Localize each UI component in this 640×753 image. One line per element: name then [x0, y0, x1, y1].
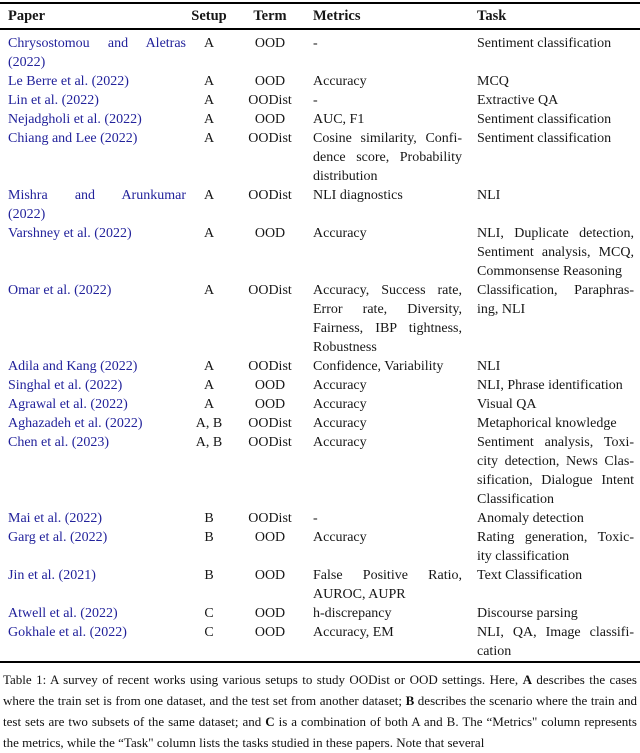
- cell-line: Lin et al. (2022): [8, 92, 99, 108]
- table-row: [0, 528, 640, 566]
- column-header-metrics: Metrics: [313, 7, 361, 24]
- task-cell: [470, 91, 640, 110]
- cell-line: A: [203, 73, 215, 89]
- paper-cell: [0, 72, 186, 91]
- cell-line: AUROC, AUPR: [313, 586, 406, 602]
- table-row: [0, 224, 640, 281]
- cell-line: Anomaly detection: [477, 510, 584, 526]
- table-row: [0, 433, 640, 509]
- caption-bold-term: A: [522, 671, 532, 687]
- cell-line: A: [203, 282, 215, 298]
- table-row: [0, 34, 640, 72]
- paper-cell: [0, 528, 186, 547]
- cell-line: Metaphorical knowledge: [477, 415, 617, 431]
- cell-line: (2022): [8, 206, 46, 222]
- cell-line: Text Classification: [477, 567, 583, 583]
- paper-cell: [0, 623, 186, 642]
- citation-link[interactable]: [8, 281, 186, 300]
- paper-cell: [0, 395, 186, 414]
- cell-line: dence score, Probability: [313, 149, 462, 165]
- term-cell: [232, 110, 308, 129]
- term-cell: [232, 34, 308, 53]
- caption-text: describes the cases where the train set is from one dataset, and the test set from another dataset;: [3, 671, 637, 708]
- caption-text: describes the scenario where the train and test sets are two subsets of the same dataset; and: [3, 692, 637, 729]
- table-row: [0, 395, 640, 414]
- term-cell: [232, 281, 308, 300]
- metrics-cell: [308, 224, 470, 243]
- table-bottom-rule: [0, 661, 640, 663]
- cell-line: Mishra and Arunkumar: [8, 187, 186, 203]
- cell-line: NLI, Phrase identification: [477, 377, 623, 393]
- paper-cell: [0, 566, 186, 585]
- cell-line: NLI, Duplicate detection,: [477, 225, 634, 241]
- setup-cell: [186, 376, 232, 395]
- cell-line: OODist: [248, 282, 292, 298]
- cell-line: Visual QA: [477, 396, 537, 412]
- cell-line: OODist: [248, 434, 292, 450]
- cell-line: Commonsense Reasoning: [477, 263, 623, 279]
- cell-line: Accuracy: [313, 434, 367, 450]
- citation-link[interactable]: [8, 623, 186, 642]
- task-cell: [470, 528, 640, 566]
- cell-line: Omar et al. (2022): [8, 282, 112, 298]
- task-cell: [470, 110, 640, 129]
- cell-line: A: [203, 130, 215, 146]
- cell-line: OOD: [254, 377, 286, 393]
- paper-cell: [0, 414, 186, 433]
- cell-line: -: [313, 510, 318, 526]
- task-cell: [470, 72, 640, 91]
- paper-cell: [0, 91, 186, 110]
- metrics-cell: [308, 414, 470, 433]
- cell-line: A, B: [195, 415, 223, 431]
- cell-line: OOD: [254, 35, 286, 51]
- task-cell: [470, 414, 640, 433]
- cell-line: A: [203, 35, 215, 51]
- setup-cell: [186, 34, 232, 53]
- cell-line: Error rate, Diversity,: [313, 301, 462, 317]
- cell-line: Extractive QA: [477, 92, 559, 108]
- cell-line: B: [204, 510, 214, 526]
- column-header-task: Task: [477, 7, 507, 24]
- term-cell: [232, 395, 308, 414]
- metrics-cell: [308, 395, 470, 414]
- cell-line: h-discrepancy: [313, 605, 392, 621]
- citation-link[interactable]: [8, 91, 186, 110]
- cell-line: NLI, QA, Image classifi-: [477, 624, 634, 640]
- paper-cell: [0, 186, 186, 224]
- paper-cell: [0, 433, 186, 452]
- cell-line: Chen et al. (2023): [8, 434, 110, 450]
- metrics-cell: [308, 34, 470, 53]
- cell-line: Jin et al. (2021): [8, 567, 96, 583]
- term-cell: [232, 376, 308, 395]
- cell-line: A: [203, 225, 215, 241]
- term-cell: [232, 566, 308, 585]
- paper-cell: [0, 34, 186, 72]
- citation-link[interactable]: [8, 110, 186, 129]
- column-header-term: Term: [253, 7, 287, 24]
- setup-cell: [186, 224, 232, 243]
- setup-cell: [186, 281, 232, 300]
- metrics-cell: [308, 528, 470, 547]
- column-header-setup: Setup: [191, 7, 227, 24]
- caption-bold-term: C: [265, 713, 275, 729]
- cell-line: OOD: [254, 624, 286, 640]
- setup-cell: [186, 414, 232, 433]
- cell-line: A: [203, 111, 215, 127]
- cell-line: ity classification: [477, 548, 570, 564]
- term-cell: [232, 186, 308, 205]
- cell-line: Robustness: [313, 339, 377, 355]
- setup-cell: [186, 357, 232, 376]
- cell-line: Classification, Paraphras-: [477, 282, 634, 298]
- term-cell: [232, 129, 308, 148]
- cell-line: Sentiment analysis, MCQ,: [477, 244, 634, 260]
- table-header-row: [0, 4, 640, 28]
- table-row: [0, 110, 640, 129]
- citation-link[interactable]: [8, 34, 186, 72]
- cell-line: sification, Dialogue Intent: [477, 472, 634, 488]
- metrics-cell: [308, 72, 470, 91]
- metrics-cell: [308, 376, 470, 395]
- citation-link[interactable]: [8, 357, 186, 376]
- cell-line: Accuracy, EM: [313, 624, 394, 640]
- cell-line: Garg et al. (2022): [8, 529, 108, 545]
- cell-line: OOD: [254, 73, 286, 89]
- paper-cell: [0, 281, 186, 300]
- table-body: [0, 30, 640, 661]
- caption-bold-term: B: [405, 692, 415, 708]
- cell-line: OOD: [254, 111, 286, 127]
- cell-line: OOD: [254, 605, 286, 621]
- metrics-cell: [308, 566, 470, 604]
- cell-line: Aghazadeh et al. (2022): [8, 415, 143, 431]
- cell-line: A: [203, 187, 215, 203]
- cell-line: Sentiment analysis, Toxi-: [477, 434, 634, 450]
- cell-line: Accuracy: [313, 529, 367, 545]
- setup-cell: [186, 395, 232, 414]
- term-cell: [232, 72, 308, 91]
- citation-link[interactable]: [8, 414, 186, 433]
- table-row: [0, 72, 640, 91]
- setup-cell: [186, 186, 232, 205]
- cell-line: B: [204, 529, 214, 545]
- cell-line: Accuracy, Success rate,: [313, 282, 462, 298]
- metrics-cell: [308, 604, 470, 623]
- cell-line: Accuracy: [313, 396, 367, 412]
- cell-line: A: [203, 377, 215, 393]
- metrics-cell: [308, 357, 470, 376]
- paper-cell: [0, 224, 186, 243]
- column-header-paper: Paper: [8, 7, 46, 24]
- cell-line: OOD: [254, 225, 286, 241]
- cell-line: ing, NLI: [477, 301, 526, 317]
- table-row: [0, 604, 640, 623]
- metrics-cell: [308, 433, 470, 452]
- table-row: [0, 566, 640, 604]
- cell-line: MCQ: [477, 73, 509, 89]
- cell-line: Sentiment classification: [477, 35, 612, 51]
- setup-cell: [186, 433, 232, 452]
- cell-line: Discourse parsing: [477, 605, 578, 621]
- cell-line: OODist: [248, 358, 292, 374]
- cell-line: Gokhale et al. (2022): [8, 624, 127, 640]
- cell-line: C: [204, 624, 214, 640]
- cell-line: AUC, F1: [313, 111, 365, 127]
- task-cell: [470, 129, 640, 148]
- citation-link[interactable]: [8, 186, 186, 224]
- setup-cell: [186, 528, 232, 547]
- table-row: [0, 129, 640, 186]
- setup-cell: [186, 72, 232, 91]
- metrics-cell: [308, 129, 470, 186]
- citation-link[interactable]: [8, 604, 186, 623]
- cell-line: OOD: [254, 396, 286, 412]
- metrics-cell: [308, 623, 470, 642]
- cell-line: Chrysostomou and Aletras: [8, 35, 186, 51]
- setup-cell: [186, 509, 232, 528]
- cell-line: Rating generation, Toxic-: [477, 529, 634, 545]
- setup-cell: [186, 566, 232, 585]
- citation-link[interactable]: [8, 509, 186, 528]
- cell-line: Agrawal et al. (2022): [8, 396, 128, 412]
- paper-cell: [0, 604, 186, 623]
- setup-cell: [186, 91, 232, 110]
- caption-text: Table 1: A survey of recent works using various setups to study OODist or OOD settings. Here,: [3, 671, 523, 687]
- task-cell: [470, 395, 640, 414]
- paper-cell: [0, 110, 186, 129]
- task-cell: [470, 623, 640, 661]
- task-cell: [470, 224, 640, 281]
- cell-line: Le Berre et al. (2022): [8, 73, 129, 89]
- table-row: [0, 509, 640, 528]
- task-cell: [470, 376, 640, 395]
- cell-line: OODist: [248, 415, 292, 431]
- cell-line: OODist: [248, 92, 292, 108]
- cell-line: Sentiment classification: [477, 130, 612, 146]
- citation-link[interactable]: [8, 376, 186, 395]
- table-row: [0, 186, 640, 224]
- cell-line: Cosine similarity, Confi-: [313, 130, 462, 146]
- cell-line: Confidence, Variability: [313, 358, 444, 374]
- task-cell: [470, 604, 640, 623]
- cell-line: Mai et al. (2022): [8, 510, 103, 526]
- cell-line: Accuracy: [313, 73, 367, 89]
- term-cell: [232, 224, 308, 243]
- task-cell: [470, 433, 640, 509]
- task-cell: [470, 357, 640, 376]
- citation-link[interactable]: [8, 566, 186, 585]
- cell-line: A, B: [195, 434, 223, 450]
- cell-line: city detection, News Clas-: [477, 453, 634, 469]
- task-cell: [470, 566, 640, 585]
- paper-cell: [0, 509, 186, 528]
- citation-link[interactable]: [8, 224, 186, 243]
- setup-cell: [186, 110, 232, 129]
- paper-page: [0, 2, 640, 750]
- term-cell: [232, 623, 308, 642]
- cell-line: False Positive Ratio,: [313, 567, 462, 583]
- citation-link[interactable]: [8, 129, 186, 148]
- citation-link[interactable]: [8, 395, 186, 414]
- metrics-cell: [308, 110, 470, 129]
- cell-line: OOD: [254, 529, 286, 545]
- table-row: [0, 414, 640, 433]
- citation-link[interactable]: [8, 528, 186, 547]
- task-cell: [470, 281, 640, 319]
- metrics-cell: [308, 91, 470, 110]
- cell-line: OODist: [248, 130, 292, 146]
- cell-line: C: [204, 605, 214, 621]
- cell-line: B: [204, 567, 214, 583]
- cell-line: Chiang and Lee (2022): [8, 130, 138, 146]
- metrics-cell: [308, 186, 470, 205]
- cell-line: -: [313, 92, 318, 108]
- table-row: [0, 281, 640, 357]
- term-cell: [232, 91, 308, 110]
- citation-link[interactable]: [8, 72, 186, 91]
- paper-cell: [0, 357, 186, 376]
- cell-line: Singhal et al. (2022): [8, 377, 123, 393]
- cell-line: NLI: [477, 187, 501, 203]
- table-caption: [0, 669, 640, 753]
- setup-cell: [186, 129, 232, 148]
- term-cell: [232, 528, 308, 547]
- cell-line: -: [313, 35, 318, 51]
- term-cell: [232, 357, 308, 376]
- cell-line: Classification: [477, 491, 554, 507]
- term-cell: [232, 604, 308, 623]
- cell-line: OOD: [254, 567, 286, 583]
- cell-line: distribution: [313, 168, 378, 184]
- paper-cell: [0, 129, 186, 148]
- cell-line: Fairness, IBP tightness,: [313, 320, 462, 336]
- term-cell: [232, 433, 308, 452]
- metrics-cell: [308, 281, 470, 357]
- cell-line: cation: [477, 643, 512, 659]
- cell-line: Nejadgholi et al. (2022): [8, 111, 142, 127]
- cell-line: Accuracy: [313, 225, 367, 241]
- table-row: [0, 623, 640, 661]
- metrics-cell: [308, 509, 470, 528]
- cell-line: Accuracy: [313, 415, 367, 431]
- setup-cell: [186, 604, 232, 623]
- paper-cell: [0, 376, 186, 395]
- table-row: [0, 91, 640, 110]
- caption-text: is a combination of both A and B. The “Metrics" column represents the metrics, while the “Task" column lists the tasks studied in these papers. Note that several: [3, 713, 637, 750]
- cell-line: (2022): [8, 54, 46, 70]
- cell-line: Accuracy: [313, 377, 367, 393]
- cell-line: OODist: [248, 510, 292, 526]
- cell-line: OODist: [248, 187, 292, 203]
- task-cell: [470, 186, 640, 205]
- task-cell: [470, 509, 640, 528]
- cell-line: Sentiment classification: [477, 111, 612, 127]
- term-cell: [232, 414, 308, 433]
- table-row: [0, 357, 640, 376]
- setup-cell: [186, 623, 232, 642]
- citation-link[interactable]: [8, 433, 186, 452]
- cell-line: A: [203, 358, 215, 374]
- cell-line: A: [203, 396, 215, 412]
- cell-line: Varshney et al. (2022): [8, 225, 132, 241]
- cell-line: Adila and Kang (2022): [8, 358, 138, 374]
- cell-line: NLI: [477, 358, 501, 374]
- cell-line: NLI diagnostics: [313, 187, 403, 203]
- table-row: [0, 376, 640, 395]
- cell-line: A: [203, 92, 215, 108]
- task-cell: [470, 34, 640, 53]
- cell-line: Atwell et al. (2022): [8, 605, 118, 621]
- term-cell: [232, 509, 308, 528]
